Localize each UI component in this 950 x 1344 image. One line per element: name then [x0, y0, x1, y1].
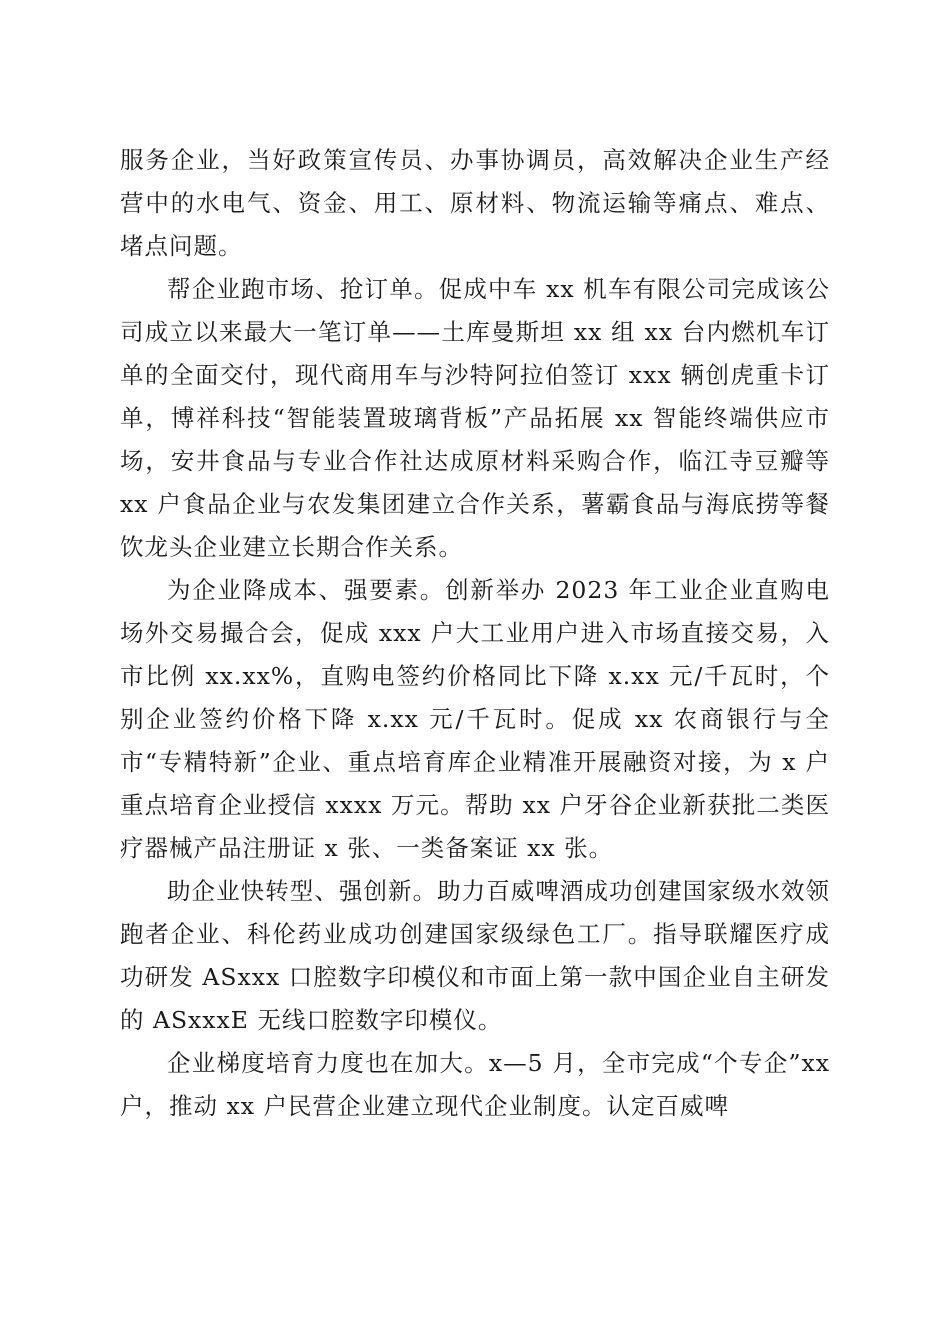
paragraph-cost-reduction: 为企业降成本、强要素。创新举办 2023 年工业企业直购电场外交易撮合会，促成 xxx 户大工业用户进入市场直接交易，入市比例 xx.xx%，直购电签约价格同比下降 x.xx 元/千瓦时，个别企业签约价格下降 x.xx 元/千瓦时。促成 xx 农商银行与全市“专精特新”企业、重点培育库企业精准开展融资对接，为 x 户重点培育企业授信 xxxx 万元。帮助 xx 户牙谷企业新获批二类医疗器械产品注册证 x 张、一类备案证 xx 张。	[120, 576, 830, 862]
document-body	[120, 139, 830, 1128]
paragraph-continuation: 服务企业，当好政策宣传员、办事协调员，高效解决企业生产经营中的水电气、资金、用工、原材料、物流运输等痛点、难点、堵点问题。	[120, 146, 830, 260]
paragraph-innovation: 助企业快转型、强创新。助力百威啤酒成功创建国家级水效领跑者企业、科伦药业成功创建国家级绿色工厂。指导联耀医疗成功研发 ASxxx 口腔数字印模仪和市面上第一款中国企业自主研发的 ASxxxE 无线口腔数字印模仪。	[120, 877, 830, 1034]
paragraph-market-orders: 帮企业跑市场、抢订单。促成中车 xx 机车有限公司完成该公司成立以来最大一笔订单——土库曼斯坦 xx 组 xx 台内燃机车订单的全面交付，现代商用车与沙特阿拉伯签订 xxx 辆创虎重卡订单，博祥科技“智能装置玻璃背板”产品拓展 xx 智能终端供应市场，安井食品与专业合作社达成原材料采购合作，临江寺豆瓣等 xx 户食品企业与农发集团建立合作关系，薯霸食品与海底捞等餐饮龙头企业建立长期合作关系。	[120, 275, 830, 561]
paragraph-cultivation: 企业梯度培育力度也在加大。x—5 月，全市完成“个专企”xx 户，推动 xx 户民营企业建立现代企业制度。认定百威啤	[120, 1049, 830, 1120]
